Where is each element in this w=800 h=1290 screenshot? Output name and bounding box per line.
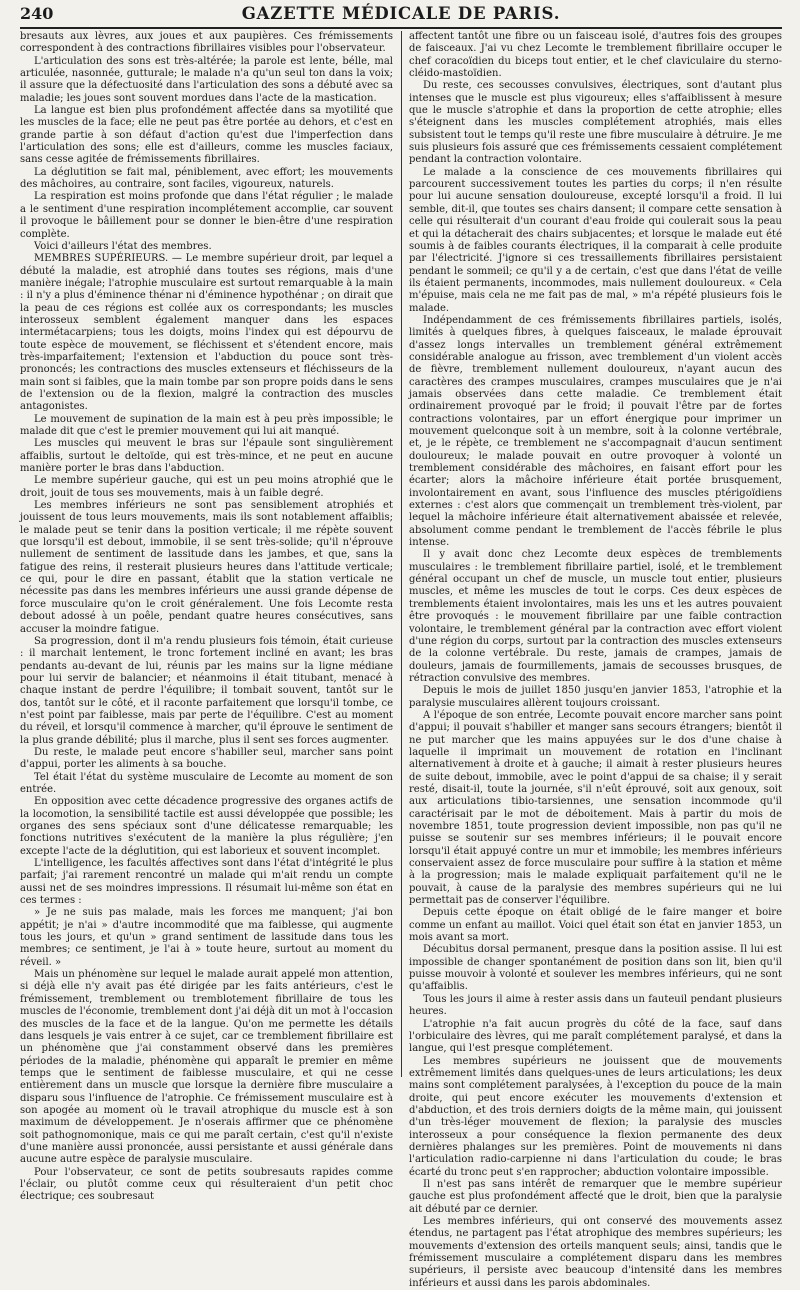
paragraph: Le membre supérieur gauche, qui est un peu moins atrophié que le droit, jouit de tous ses mouvements, mais à un faible degré. (20, 475, 393, 499)
paragraph: L'intelligence, les facultés affectives sont dans l'état d'intégrité le plus parfait; j'ai rarement rencontré un malade qui m'ait rendu un compte aussi net de ses moindres impressions. Il résumait lui-même son état en ces termes : (20, 858, 393, 907)
paragraph: Du reste, le malade peut encore s'habiller seul, marcher sans point d'appui, porter les aliments à sa bouche. (20, 746, 393, 771)
paragraph: Indépendamment de ces frémissements fibrillaires partiels, isolés, limités à quelques fibres, à quelques faisceaux, le malade éprouvait d'assez longs intervalles un tremblement général extrêmement considérable analogue au frisson, avec tremblement d'un violent accès de fièvre, tremblement nullement douloureux, n'ayant aucun des caractères des crampes musculaires, crampes musculaires que je n'ai jamais observées dans cette maladie. Ce tremblement était ordinairement provoqué par le froid; il pouvait l'être par de fortes contractions volontaires, par un effort énergique pour imprimer un mouvement quelconque soit à un membre, soit à la colonne vertébrale, et, je le répète, ce tremblement ne s'accompagnait d'aucun sentiment douloureux; le malade pouvait en outre provoquer à volonté un tremblement considérable des mâchoires, en faisant effort pour les écarter; alors la mâchoire inférieure était portée brusquement, involontairement en avant, sous l'influence des muscles ptérigoïdiens externes : c'est alors que commençait un tremblement très-violent, par lequel la mâchoire inférieure était alternativement abaissée et relevée, absolument comme pendant le tremblement de l'accès fébrile le plus intense. (409, 314, 782, 549)
paragraph: La respiration est moins profonde que dans l'état régulier ; le malade a le sentiment d'une respiration incomplétement accomplie, car souvent il provoque le bâillement pour se donner le bien-être d'une respiration complète. (20, 191, 393, 240)
paragraph: Les muscles qui meuvent le bras sur l'épaule sont singulièrement affaiblis, surtout le deltoïde, qui est très-mince, et ne peut en aucune manière porter le bras dans l'abduction. (20, 438, 393, 475)
page-header (20, 4, 782, 25)
paragraph: L'articulation des sons est très-altérée; la parole est lente, bélle, mal articulée, nasonnée, gutturale; le malade n'a qu'un seul ton dans la voix; il assure que la défectuosité dans l'articulation des sons a débuté avec sa maladie; les joues sont souvent mordues dans l'acte de la mastication. (20, 55, 393, 104)
paragraph: Les membres inférieurs, qui ont conservé des mouvements assez étendus, ne partagent pas l'état atrophique des membres supérieurs; les mouvements d'extension des orteils manquent seuls; ainsi, tandis que le frémissement musculaire a complétement disparu dans les membres supérieurs, il persiste avec beaucoup d'intensité dans les membres inférieurs et aussi dans les parois abdominales. (409, 1216, 782, 1289)
paragraph: Du reste, ces secousses convulsives, électriques, sont d'autant plus intenses que le muscle est plus vigoureux; elles s'affaiblissent à mesure que le muscle s'atrophie et dans la proportion de cette atrophie; elles s'éteignent dans les muscles complétement atrophiés, mais elles subsistent tout le temps qu'il reste une fibre musculaire à détruire. Je me suis plusieurs fois assuré que ces frémissements cessaient complétement pendant la contraction volontaire. (409, 80, 782, 166)
paragraph: Le mouvement de supination de la main est à peu près impossible; le malade dit que c'est le premier mouvement qui lui ait manqué. (20, 413, 393, 437)
paragraph: affectent tantôt une fibre ou un faisceau isolé, d'autres fois des groupes de faisceaux. J'ai vu chez Lecomte le tremblement fibrillaire occuper le chef coracoïdien du biceps tout entier, et le chef claviculaire du sterno-cléido-mastoïdien. (409, 31, 782, 80)
left-column (20, 31, 401, 1203)
paragraph: A l'époque de son entrée, Lecomte pouvait encore marcher sans point d'appui; il pouvait s'habiller et manger sans secours étrangers; bientôt il ne put marcher que les mains appuyées sur le dos d'une chaise à laquelle il imprimait un mouvement de rotation en l'inclinant alternativement à droite et à gauche; il aimait à rester plusieurs heures de suite debout, immobile, avec le point d'appui de sa chaise; il y serait resté, disait-il, toute la journée, s'il n'eût éprouvé, soit aux genoux, soit aux articulations tibio-tarsiennes, une sensation incommode qu'il caractérisait par le mot de déboitement. Mais à partir du mois de novembre 1851, toute progression devient impossible, non pas qu'il ne puisse se soutenir sur ses membres inférieurs; il le pouvait encore lorsqu'il était appuyé contre un mur et immobile; les membres inférieurs conservaient assez de force musculaire pour suffire à la station et même à la progression; mais le malade expliquait parfaitement qu'il ne le pouvait, à cause de la paralysie des membres supérieurs qui ne lui permettait pas de conserver l'équilibre. (409, 709, 782, 907)
header-rule (20, 27, 782, 29)
paragraph: Depuis le mois de juillet 1850 jusqu'en janvier 1853, l'atrophie et la paralysie musculaires allèrent toujours croissant. (409, 685, 782, 709)
paragraph: La langue est bien plus profondément affectée dans sa myotilité que les muscles de la face; elle ne peut pas être portée au dehors, et c'est en grande partie à son défaut d'action qu'est due l'imperfection dans l'articulation des sons; elle est d'ailleurs, comme les muscles faciaux, sans cesse agitée de frémissements fibrillaires. (20, 105, 393, 166)
paragraph: Tous les jours il aime à rester assis dans un fauteuil pendant plusieurs heures. (409, 993, 782, 1018)
paragraph: MEMBRES SUPÉRIEURS. — Le membre supérieur droit, par lequel a débuté la maladie, est atrophié dans toutes ses régions, mais d'une manière inégale; l'atrophie musculaire est surtout remarquable à la main : il n'y a plus d'éminence thénar ni d'éminence hypothénar ; on dirait que la peau de ces régions est collée aux os correspondants; les muscles interosseux semblent également manquer dans les espaces intermétacarpiens; tous les doigts, moins l'index qui est dépourvu de toute espèce de mouvement, se fléchissent et s'étendent encore, mais très-imparfaitement; l'extension et l'abduction du pouce sont très-prononcés; les contractions des muscles extenseurs et fléchisseurs de la main sont si faibles, que la main tombe par son propre poids dans le sens de l'extension ou de la flexion, malgré la contraction des muscles antagonistes. (20, 253, 393, 413)
paragraph: Sa progression, dont il m'a rendu plusieurs fois témoin, était curieuse : il marchait lentement, le tronc fortement incliné en avant; les bras pendants au-devant de lui, réunis par les mains sur la ligne médiane pour lui servir de balancier; et néanmoins il était titubant, menacé à chaque instant de perdre l'équilibre; il tombait souvent, tantôt sur le dos, tantôt sur le côté, et il raconte parfaitement que lorsqu'il tombe, ce n'est point par faiblesse, mais par perte de l'équilibre. C'est au moment du réveil, et lorsqu'il commence à marcher, qu'il éprouve le sentiment de la plus grande débilité; plus il marche, plus il sent ses forces augmenter. (20, 635, 393, 746)
paragraph: Il y avait donc chez Lecomte deux espèces de tremblements musculaires : le tremblement fibrillaire partiel, isolé, et le tremblement général occupant un chef de muscle, un muscle tout entier, plusieurs muscles, et même les muscles de tout le corps. Ces deux espèces de tremblements étaient involontaires, mais les uns et les autres pouvaient être provoqués : le mouvement fibrillaire par une faible contraction volontaire, le tremblement général par la contraction avec effort violent d'une région du corps, surtout par la contraction des muscles extenseurs de la colonne vertébrale. Du reste, jamais de crampes, jamais de douleurs, jamais de fourmillements, jamais de secousses brusques, de rétraction convulsive des membres. (409, 549, 782, 684)
paragraph: Mais un phénomène sur lequel le malade aurait appelé mon attention, si déjà elle n'y avait pas été dirigée par les faits antérieurs, c'est le frémissement, tremblement ou tremblotement fibrillaire de tous les muscles de l'économie, tremblement dont j'ai déjà dit un mot à l'occasion des muscles de la face et de la langue. Qu'on me permette les détails dans lesquels je vais entrer à ce sujet, car ce tremblement fibrillaire est un phénomène que j'ai constamment observé dans les premières périodes de la maladie, phénomène qui apparaît le premier en même temps que le sentiment de faiblesse musculaire, et qui ne cesse entièrement dans un muscle que lorsque la dernière fibre musculaire a disparu sous l'influence de l'atrophie. Ce frémissement musculaire est à son apogée au moment où le travail atrophique du muscle est à son maximum de développement. Je n'oserais affirmer que ce phénomène soit pathognomonique, mais ce qui me paraît certain, c'est qu'il n'existe d'une manière aussi prononcée, aussi persistante et aussi générale dans aucune autre espèce de paralysie musculaire. (20, 969, 393, 1166)
article-columns (20, 31, 782, 1289)
paragraph: Voici d'ailleurs l'état des membres. (34, 240, 212, 252)
paragraph: Les membres inférieurs ne sont pas sensiblement atrophiés et jouissent de tous leurs mouvements, mais ils sont notablement affaiblis; le malade peut se tenir dans la position verticale; il me répète souvent que lorsqu'il est debout, immobile, il se sent très-solide; qu'il n'éprouve nullement de sentiment de lassitude dans les jambes, et que, sans la fatigue des reins, il resterait plusieurs heures dans l'attitude verticale; ce qui, pour le dire en passant, établit que la station verticale ne nécessite pas dans les membres inférieurs une aussi grande dépense de force musculaire qu'on le croit généralement. Une fois Lecomte resta debout adossé à un poêle, pendant quatre heures consécutives, sans accuser la moindre fatigue. (20, 500, 393, 635)
paragraph: La déglutition se fait mal, péniblement, avec effort; les mouvements des mâchoires, au contraire, sont faciles, vigoureux, naturels. (20, 166, 393, 191)
paragraph: Le malade a la conscience de ces mouvements fibrillaires qui parcourent successivement toutes les parties du corps; il n'en résulte pour lui aucune sensation douloureuse, excepté lorsqu'il a froid. Il lui semble, dit-il, que toutes ses chairs dansent; il compare cette sensation à celle qui résulterait d'un courant d'eau froide qui coulerait sous la peau et qui la détacherait des chairs subjacentes; et lorsque le malade eut été soumis à de faibles courants électriques, il la comparait à celle produite par l'électricité. J'ignore si ces tressaillements fibrillaires persistaient pendant le sommeil; ce qu'il y a de certain, c'est que dans l'état de veille ils étaient permanents, incommodes, mais nullement douloureux. « Cela m'épuise, mais cela ne me fait pas de mal, » m'a répété plusieurs fois le malade. (409, 166, 782, 314)
page-number: 240 (20, 4, 54, 23)
paragraph: L'atrophie n'a fait aucun progrès du côté de la face, sauf dans l'orbiculaire des lèvres, qui me paraît complétement paralysé, et dans la langue, qui l'est presque complétement. (409, 1018, 782, 1055)
paragraph: » Je ne suis pas malade, mais les forces me manquent; j'ai bon appétit; je n'ai » d'autre incommodité que ma faiblesse, qui augmente tous les jours, et qu'un » grand sentiment de lassitude dans tous les membres; ce sentiment, je l'ai à » toute heure, surtout au moment du réveil. » (20, 907, 393, 968)
paragraph: Tel était l'état du système musculaire de Lecomte au moment de son entrée. (20, 771, 393, 795)
paragraph: Décubitus dorsal permanent, presque dans la position assise. Il lui est impossible de changer spontanément de position dans son lit, bien qu'il puisse mouvoir à volonté et soulever les membres inférieurs, qui ne sont qu'affaiblis. (409, 944, 782, 993)
paragraph: Pour l'observateur, ce sont de petits soubresauts rapides comme l'éclair, ou plutôt comme ceux qui résulteraient d'un petit choc électrique; ces soubresaut (20, 1166, 393, 1203)
column-divider (401, 31, 402, 1077)
paragraph: En opposition avec cette décadence progressive des organes actifs de la locomotion, la sensibilité tactile est aussi développée que possible; les organes des sens spéciaux sont d'une délicatesse remarquable; les fonctions nutritives s'exécutent de la manière la plus régulière; j'en excepte l'acte de la déglutition, qui est laborieux et souvent incomplet. (20, 796, 393, 857)
paragraph: Les membres supérieurs ne jouissent que de mouvements extrêmement limités dans quelques-unes de leurs articulations; les deux mains sont complétement paralysées, à l'exception du pouce de la main droite, qui peut encore exécuter les mouvements d'extension et d'abduction, et des trois derniers doigts de la même main, qui jouissent d'un très-léger mouvement de flexion; la paralysie des muscles interosseux a pour conséquence la flexion permanente des deux dernières phalanges sur les premières. Point de mouvements ni dans l'articulation radio-carpienne ni dans l'articulation du coude; le bras écarté du tronc peut s'en rapprocher; abduction volontaire impossible. (409, 1055, 782, 1178)
paragraph: Il n'est pas sans intérêt de remarquer que le membre supérieur gauche est plus profondément affecté que le droit, bien que la paralysie ait débuté par ce dernier. (409, 1178, 782, 1215)
journal-title: GAZETTE MÉDICALE DE PARIS. (241, 4, 561, 23)
paragraph: bresauts aux lèvres, aux joues et aux paupières. Ces frémissements correspondent à des contractions fibrillaires visibles pour l'observateur. (20, 31, 393, 55)
right-column (401, 31, 782, 1289)
paragraph: Depuis cette époque on était obligé de le faire manger et boire comme un enfant au maillot. Voici quel était son état en janvier 1853, un mois avant sa mort. (409, 907, 782, 944)
